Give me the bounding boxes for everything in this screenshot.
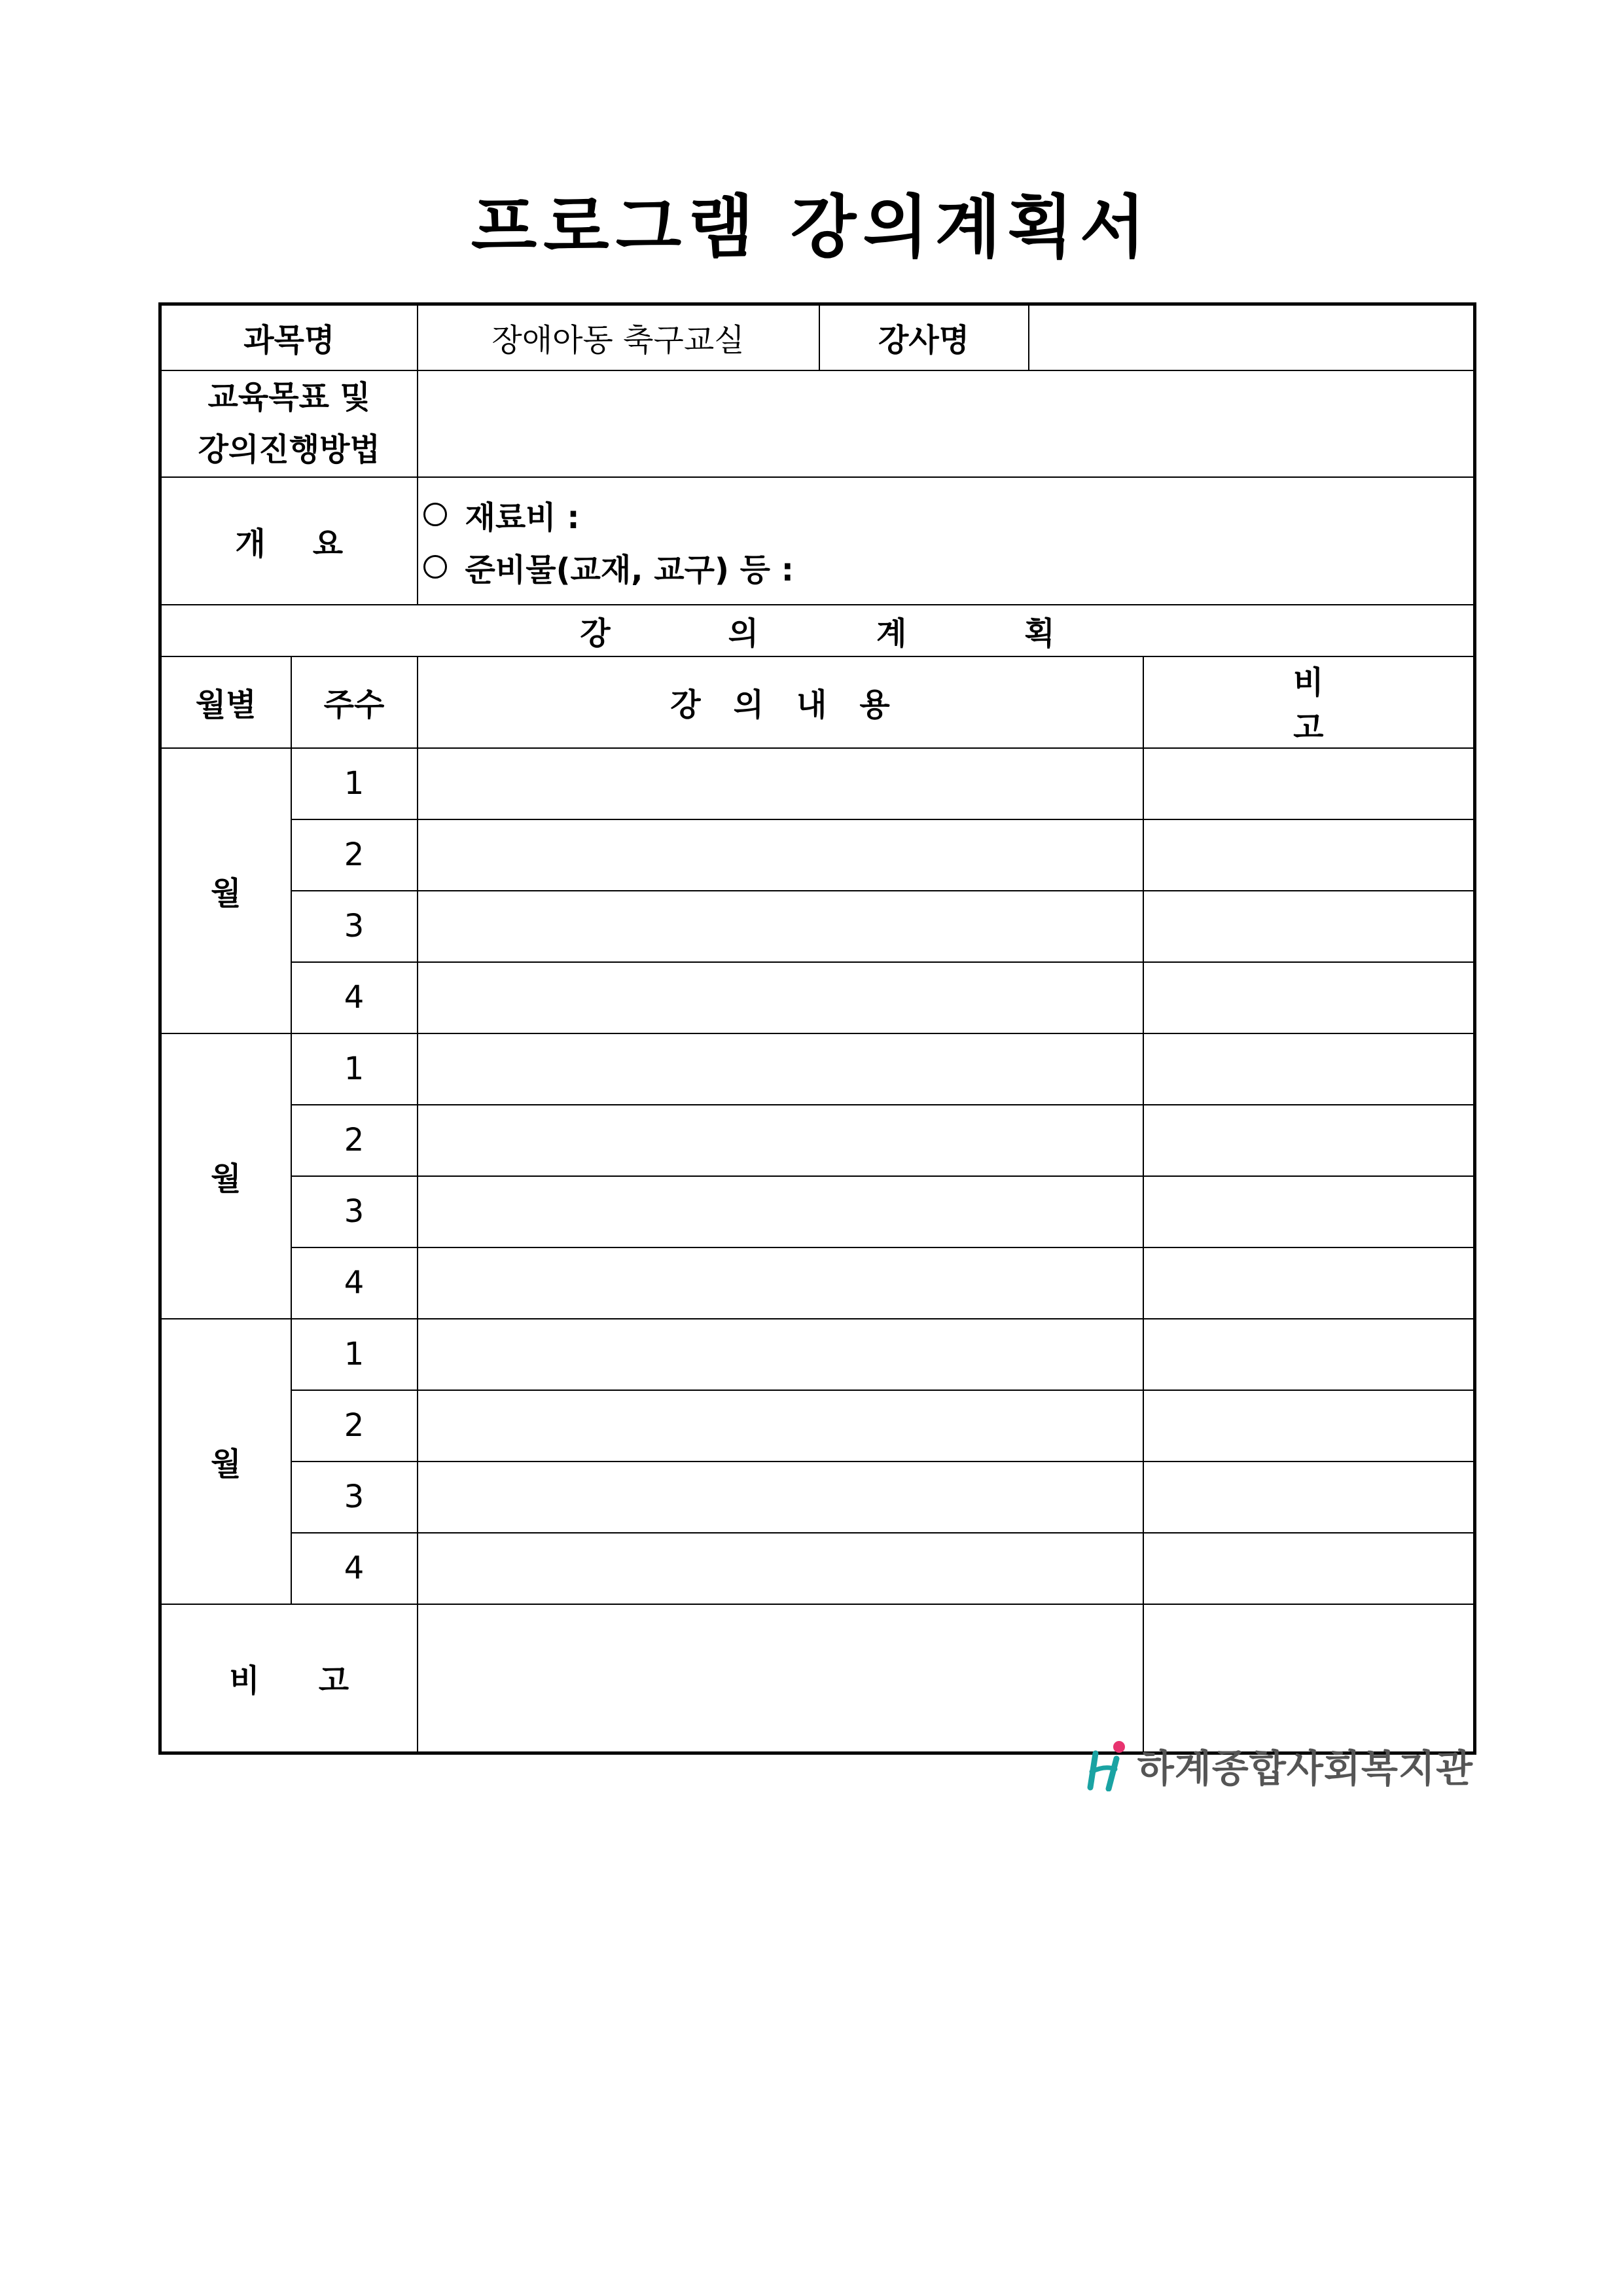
overview-list[interactable] (418, 477, 1475, 605)
remarks-note-cell[interactable] (1143, 1604, 1475, 1753)
instructor-value[interactable] (1029, 304, 1475, 370)
note-cell[interactable] (1143, 962, 1475, 1033)
note-cell[interactable] (1143, 1462, 1475, 1533)
week-number: 2 (291, 1105, 418, 1176)
overview-row (160, 477, 1475, 605)
plan-header-row (160, 656, 1475, 748)
plan-title: 강의계획 (160, 605, 1475, 656)
week-number: 4 (291, 962, 418, 1033)
content-cell[interactable] (418, 819, 1143, 891)
document-title: 프로그램 강의계획서 (471, 187, 1152, 267)
week-header: 주수 (291, 656, 418, 748)
course-row (160, 304, 1475, 370)
organization-logo (1086, 1736, 1473, 1795)
content-header: 강의내용 (418, 656, 1143, 748)
content-cell[interactable] (418, 1033, 1143, 1105)
remarks-row (160, 1604, 1475, 1753)
note-cell[interactable] (1143, 1176, 1475, 1247)
week-number: 1 (291, 1033, 418, 1105)
content-cell[interactable] (418, 748, 1143, 819)
instructor-label: 강사명 (819, 304, 1029, 370)
organization-name: 하계종합사회복지관 (1137, 1746, 1473, 1791)
content-cell[interactable] (418, 1390, 1143, 1462)
logo-mark-icon (1086, 1739, 1133, 1791)
note-cell[interactable] (1143, 1390, 1475, 1462)
course-label: 과목명 (160, 304, 418, 370)
week-number: 4 (291, 1533, 418, 1604)
note-cell[interactable] (1143, 891, 1475, 962)
month-cell[interactable]: 월 (160, 748, 291, 1033)
content-cell[interactable] (418, 1176, 1143, 1247)
overview-item-text: 준비물(교재, 교구) 등 : (465, 551, 794, 588)
note-header: 비고 (1143, 656, 1475, 748)
content-cell[interactable] (418, 1247, 1143, 1319)
content-cell[interactable] (418, 1319, 1143, 1390)
remarks-label-text: 비고 (229, 1662, 408, 1700)
table-row (160, 1033, 1475, 1105)
week-number: 4 (291, 1247, 418, 1319)
table-row (160, 748, 1475, 819)
goals-row (160, 370, 1475, 477)
note-cell[interactable] (1143, 819, 1475, 891)
overview-item-text: 재료비 : (465, 499, 580, 536)
table-row (160, 962, 1475, 1033)
week-number: 3 (291, 1462, 418, 1533)
goals-value[interactable] (418, 370, 1475, 477)
overview-item (423, 541, 1474, 593)
content-cell[interactable] (418, 1462, 1143, 1533)
plan-title-row (160, 605, 1475, 656)
note-cell[interactable] (1143, 748, 1475, 819)
content-cell[interactable] (418, 1105, 1143, 1176)
table-row (160, 1462, 1475, 1533)
content-cell[interactable] (418, 891, 1143, 962)
table-row (160, 891, 1475, 962)
week-number: 2 (291, 1390, 418, 1462)
month-header: 월별 (160, 656, 291, 748)
note-cell[interactable] (1143, 1105, 1475, 1176)
course-value[interactable]: 장애아동 축구교실 (418, 304, 819, 370)
week-number: 3 (291, 891, 418, 962)
remarks-label (160, 1604, 418, 1753)
overview-item (423, 488, 1474, 541)
circle-bullet-icon (423, 503, 447, 526)
week-number: 3 (291, 1176, 418, 1247)
overview-label (160, 477, 418, 605)
goals-label-line2: 강의진행방법 (198, 431, 380, 468)
content-cell[interactable] (418, 962, 1143, 1033)
week-number: 1 (291, 748, 418, 819)
table-row (160, 1319, 1475, 1390)
week-number: 2 (291, 819, 418, 891)
logo-dot (1113, 1741, 1125, 1753)
note-cell[interactable] (1143, 1247, 1475, 1319)
month-cell[interactable]: 월 (160, 1319, 291, 1604)
note-cell[interactable] (1143, 1533, 1475, 1604)
note-cell[interactable] (1143, 1319, 1475, 1390)
table-row (160, 1176, 1475, 1247)
circle-bullet-icon (423, 555, 447, 579)
table-row (160, 1533, 1475, 1604)
note-cell[interactable] (1143, 1033, 1475, 1105)
overview-label-text: 개요 (235, 525, 391, 562)
goals-label-line1: 교육목표 및 (207, 379, 371, 416)
month-cell[interactable]: 월 (160, 1033, 291, 1319)
logo-stroke-right (1109, 1759, 1116, 1789)
table-row (160, 1390, 1475, 1462)
goals-label (160, 370, 418, 477)
table-row (160, 819, 1475, 891)
week-number: 1 (291, 1319, 418, 1390)
lecture-plan-form (158, 302, 1476, 1755)
table-row (160, 1247, 1475, 1319)
table-row (160, 1105, 1475, 1176)
content-cell[interactable] (418, 1533, 1143, 1604)
remarks-content-cell[interactable] (418, 1604, 1143, 1753)
